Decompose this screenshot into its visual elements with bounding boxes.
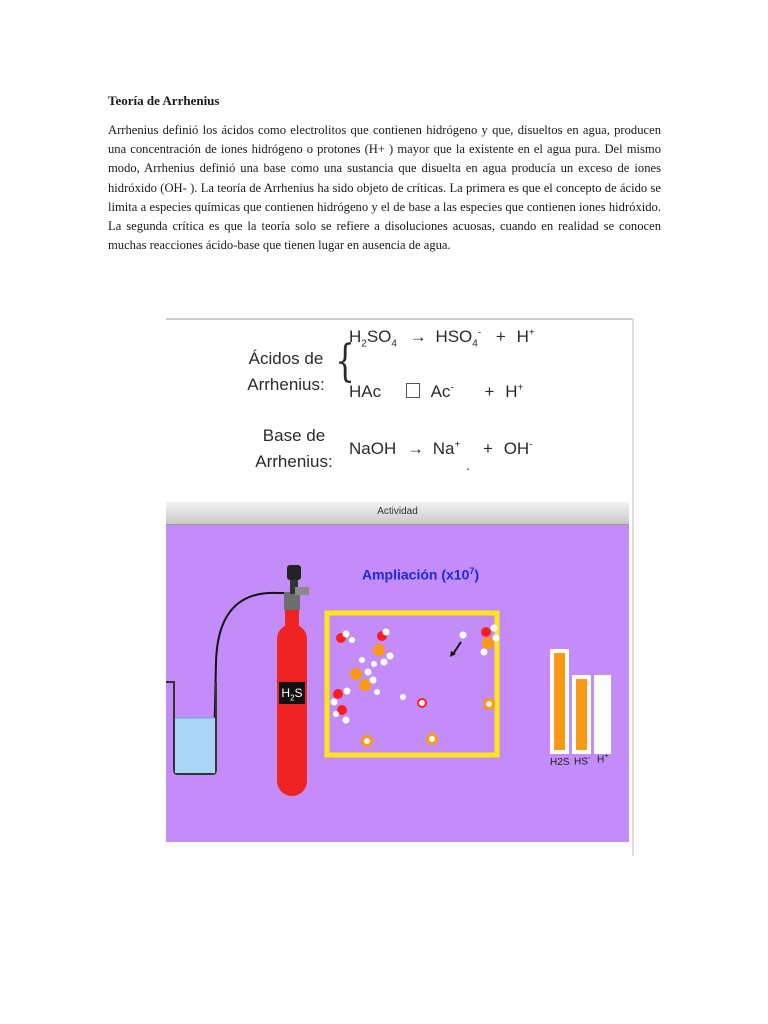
tank-label-s: S bbox=[294, 686, 303, 700]
bar-label-h-text: H bbox=[597, 754, 605, 766]
acids-label bbox=[246, 346, 326, 398]
eq2-plus: + bbox=[484, 382, 495, 401]
eq1-reactant-so-sub: 4 bbox=[391, 338, 397, 350]
eq1-product: HSO bbox=[435, 327, 473, 346]
equation-2 bbox=[349, 382, 523, 402]
eq3-ion-sup: - bbox=[529, 439, 533, 451]
eq3-product: Na bbox=[432, 439, 455, 458]
eq3-product-sup: + bbox=[454, 439, 461, 451]
bar-label-h2s bbox=[550, 757, 569, 768]
bar-label-hs-text: HS bbox=[574, 756, 588, 768]
figure-right-border bbox=[632, 318, 634, 856]
eq1-reactant-h: H bbox=[349, 327, 362, 346]
molecules bbox=[331, 625, 500, 748]
box-glyph-icon bbox=[406, 383, 420, 398]
base-label-line2: Arrhenius: bbox=[255, 452, 333, 471]
tank-label-sub: 2 bbox=[290, 693, 295, 703]
eq2-product: Ac bbox=[430, 382, 451, 401]
eq3-ion: OH bbox=[503, 439, 530, 458]
eq2-ion-sup: + bbox=[517, 382, 524, 394]
magnification-exponent: 7 bbox=[469, 566, 475, 576]
activity-title-bar: Actividad bbox=[166, 502, 629, 525]
simulation-panel bbox=[166, 502, 629, 842]
eq2-ion: H bbox=[505, 382, 518, 401]
pointer-icon bbox=[450, 642, 461, 657]
acids-label-line1: Ácidos de bbox=[248, 349, 324, 368]
base-label-line1: Base de bbox=[262, 426, 326, 445]
heading: Teoría de Arrhenius bbox=[108, 93, 220, 108]
bar-label-hs bbox=[574, 755, 590, 767]
bar-h-frame bbox=[594, 675, 611, 754]
eq1-product-sub: 4 bbox=[472, 338, 478, 350]
base-label bbox=[254, 423, 334, 475]
equation-1 bbox=[349, 327, 535, 349]
acids-label-line2: Arrhenius: bbox=[247, 375, 325, 394]
gas-tank-icon bbox=[277, 565, 309, 796]
magnification-frame bbox=[327, 613, 497, 755]
simulation-drawing bbox=[166, 502, 629, 842]
eq3-plus: + bbox=[483, 439, 493, 458]
eq3-reactant: NaOH bbox=[349, 439, 397, 458]
bar-label-h-sup: + bbox=[604, 753, 609, 760]
eq1-ion: H bbox=[516, 327, 529, 346]
eq1-product-sup: - bbox=[477, 327, 482, 339]
bar-hs-fill bbox=[576, 679, 587, 750]
eq3-arrow: → bbox=[406, 439, 424, 458]
body-paragraph: Arrhenius definió los ácidos como electrolitos que contienen hidrógeno y que, disueltos en agua, producen una concentración de iones hidrógeno o protones (H+ ) mayor que la existente en el agua pura. Del mismo modo, Arrhenius definió una base como una sustancia que disuelta en agua producía un exceso de iones hidróxido (OH- ). La teoría de Arrhenius ha sido objeto de críticas. La primera es que el concepto de ácido se limita a especies químicas que contienen hidrógeno y el de base a las especies que contienen iones hidróxido. La segunda crítica es que la teoría solo se refiere a disoluciones acuosas, cuando en realidad se conocen muchas reacciones ácido-base que tienen lugar en ausencia de agua. bbox=[108, 123, 661, 253]
eq3-dot: . bbox=[466, 457, 470, 473]
tank-label-h: H bbox=[281, 686, 291, 700]
eq1-reactant-so: SO bbox=[366, 327, 392, 346]
beaker-icon bbox=[166, 682, 216, 774]
magnification-text: Ampliación (x10 bbox=[362, 566, 470, 583]
eq1-reactant-h-sub: 2 bbox=[361, 338, 367, 350]
figure-top-border bbox=[166, 318, 634, 320]
eq1-ion-sup: + bbox=[528, 327, 535, 339]
eq1-arrow: → bbox=[409, 327, 427, 346]
bar-label-h bbox=[597, 753, 608, 765]
gas-tube bbox=[214, 593, 284, 752]
concentration-bars bbox=[550, 649, 611, 754]
figure bbox=[166, 318, 634, 856]
bar-label-hs-sup: - bbox=[587, 755, 591, 762]
bar-label-h2s-text: H2S bbox=[550, 757, 570, 768]
equation-3 bbox=[349, 439, 533, 459]
eq1-plus: + bbox=[495, 327, 506, 346]
eq2-product-sup: - bbox=[450, 382, 454, 394]
brace-icon: { bbox=[335, 336, 355, 387]
bar-h2s-fill bbox=[554, 653, 565, 750]
tank-label bbox=[279, 682, 305, 704]
magnification-close: ) bbox=[474, 566, 480, 583]
eq2-reactant: HAc bbox=[349, 382, 382, 401]
